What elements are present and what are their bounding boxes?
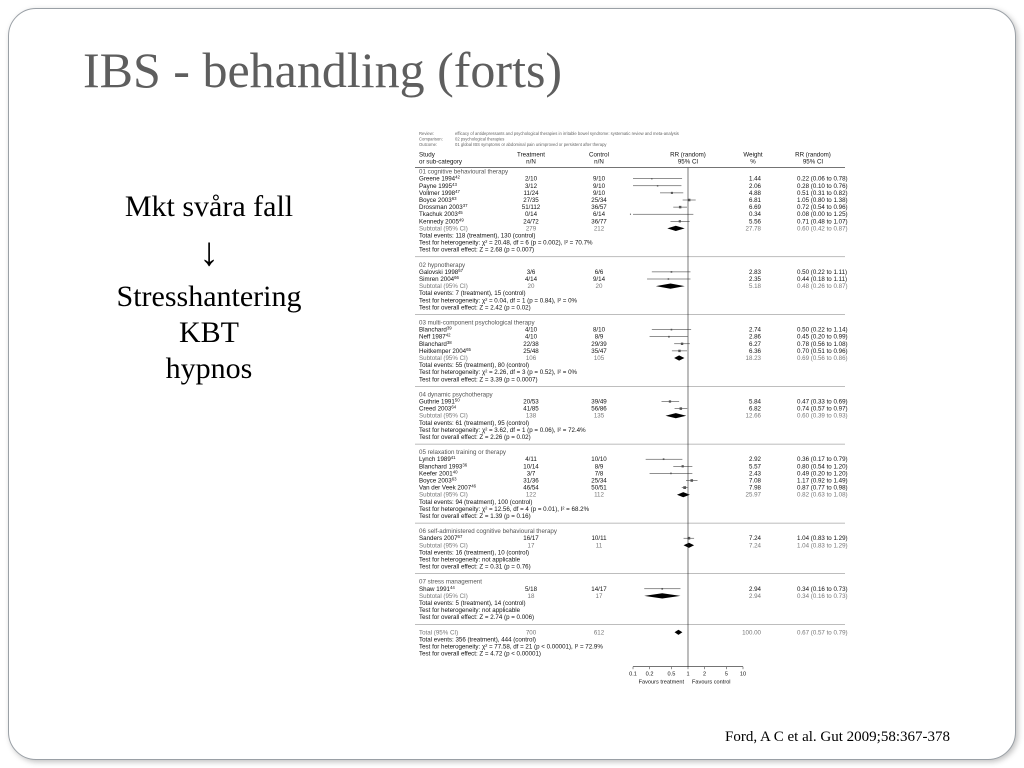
- control-value: 8/9: [594, 333, 604, 341]
- subgroup-note: Test for overall effect: Z = 0.31 (p = 0.76): [419, 563, 531, 571]
- subgroup-note: Test for overall effect: Z = 2.68 (p = 0.007): [419, 246, 535, 254]
- study-name: Shaw 1991$^{44}$: [419, 584, 455, 593]
- column-heading: RR (random): [795, 151, 831, 159]
- control-value: 10/10: [591, 456, 607, 464]
- treatment-value: 138: [525, 412, 537, 420]
- treatment-value: 27/35: [523, 197, 539, 204]
- subgroup-note: Total events: 55 (treatment), 80 (control): [419, 362, 530, 370]
- page-title: IBS - behandling (forts): [83, 42, 563, 98]
- study-name: Payne 1995$^{43}$: [419, 181, 457, 190]
- column-heading: Treatment: [517, 151, 545, 159]
- weight-value: 2.35: [748, 276, 761, 283]
- rr-ci-value: 0.08 (0.00 to 1.25): [797, 211, 848, 219]
- study-name: Neff 1987$^{42}$: [419, 332, 451, 341]
- subtotal-label: Subtotal (95% CI): [419, 225, 468, 233]
- control-value: 8/9: [594, 463, 604, 471]
- treatment-value: 106: [525, 355, 537, 362]
- weight-value: 18.23: [745, 355, 761, 362]
- list-item: Stresshantering: [116, 280, 302, 313]
- subgroup-heading: 06 self-administered cognitive behavioural therapy: [419, 528, 557, 536]
- control-value: 14/17: [591, 585, 607, 593]
- treatment-value: 20: [527, 283, 535, 291]
- header-label: Outcome:: [419, 142, 438, 147]
- treatment-value: 18: [527, 592, 535, 600]
- control-value: 10/11: [591, 535, 607, 543]
- study-point: [657, 185, 658, 186]
- subgroup-heading: 07 stress management: [419, 578, 482, 586]
- treatment-value: 25/48: [523, 347, 539, 355]
- control-value: 9/14: [592, 276, 606, 283]
- rr-ci-value: 0.72 (0.54 to 0.96): [797, 204, 848, 212]
- treatment-value: 4/11: [525, 456, 537, 464]
- treatment-value: 17: [527, 542, 535, 550]
- treatment-value: 4/14: [524, 276, 538, 283]
- column-heading: n/N: [594, 158, 604, 166]
- weight-value: 6.36: [748, 347, 761, 355]
- subgroup-note: Total events: 5 (treatment), 14 (control): [419, 600, 526, 607]
- x-tick-label: 0.1: [629, 671, 637, 678]
- study-name: Tkachuk 2003$^{45}$: [419, 210, 463, 219]
- study-point: [668, 278, 670, 280]
- treatment-list: [79, 189, 339, 387]
- control-value: 9/10: [592, 189, 606, 197]
- subgroup-note: Test for heterogeneity: χ² = 12.56, df = 4 (p = 0.01), I² = 68.2%: [419, 505, 590, 513]
- treatment-value: 4/10: [524, 326, 538, 334]
- column-heading: Control: [589, 151, 609, 159]
- weight-value: 5.18: [748, 283, 761, 291]
- treatment-value: 10/14: [523, 463, 539, 471]
- rr-ci-value: 1.04 (0.83 to 1.29): [797, 542, 848, 550]
- rr-ci-value: 0.80 (0.54 to 1.20): [797, 463, 848, 471]
- weight-value: 0.34: [748, 211, 761, 219]
- rr-ci-value: 0.34 (0.16 to 0.73): [797, 592, 848, 600]
- weight-value: 27.78: [745, 225, 761, 233]
- list-item-severe-cases: Mkt svåra fall: [124, 190, 294, 223]
- study-name: Lynch 1989$^{41}$: [419, 455, 456, 464]
- study-name: Blanchard$^{39}$: [419, 325, 452, 334]
- subgroup-heading: 01 cognitive behavioural therapy: [419, 168, 509, 176]
- weight-value: 7.98: [748, 484, 761, 492]
- rr-ci-value: 0.22 (0.06 to 0.78): [797, 175, 848, 183]
- weight-value: 2.74: [748, 326, 761, 334]
- study-point: [630, 214, 631, 215]
- subgroup-note: Total events: 16 (treatment), 10 (control): [419, 549, 530, 557]
- header-value: 02 psychological therapies: [455, 136, 505, 142]
- control-value: 105: [593, 355, 605, 362]
- study-name: Galovski 1998$^{57}$: [419, 267, 464, 276]
- study-name: Guthrie 1991$^{50}$: [419, 397, 460, 406]
- treatment-value: 3/12: [524, 182, 538, 190]
- rr-ci-value: 0.50 (0.22 to 1.11): [797, 268, 848, 276]
- control-value: 50/51: [591, 484, 607, 492]
- rr-ci-value: 0.70 (0.51 to 0.96): [797, 347, 848, 355]
- pooled-diamond: [656, 284, 685, 289]
- weight-value: 5.56: [748, 218, 761, 226]
- study-name: Sanders 2007$^{67}$: [419, 534, 463, 543]
- rr-ci-value: 0.82 (0.63 to 1.08): [797, 491, 848, 499]
- treatment-value: 3/6: [526, 268, 536, 276]
- study-point: [690, 479, 693, 482]
- study-name: Creed 2003$^{64}$: [419, 404, 457, 413]
- study-point: [682, 465, 684, 467]
- treatment-value: 5/18: [524, 585, 538, 593]
- column-heading: 95% CI: [677, 158, 699, 166]
- study-name: Drossman 2003$^{37}$: [419, 203, 468, 212]
- subgroup-heading: 05 relaxation training or therapy: [419, 449, 507, 457]
- weight-value: 7.24: [748, 535, 761, 543]
- rr-ci-value: 0.51 (0.31 to 0.82): [797, 189, 848, 197]
- study-point: [681, 343, 683, 345]
- subgroup-note: Test for heterogeneity: χ² = 0.04, df = 1 (p = 0.84), I² = 0%: [419, 297, 578, 305]
- subtotal-label: Subtotal (95% CI): [419, 542, 468, 550]
- weight-value: 1.44: [748, 175, 761, 183]
- rr-ci-value: 0.44 (0.18 to 1.11): [797, 276, 848, 283]
- study-point: [679, 220, 681, 222]
- list-item: KBT: [179, 316, 239, 349]
- weight-value: 100.00: [742, 629, 761, 637]
- subtotal-label: Subtotal (95% CI): [419, 491, 468, 499]
- weight-value: 2.94: [748, 592, 761, 600]
- subgroup-note: Total events: 61 (treatment), 95 (control): [419, 419, 530, 427]
- subgroup-heading: 03 multi-component psychological therapy: [419, 319, 535, 327]
- control-value: 6/6: [594, 268, 604, 276]
- rr-ci-value: 0.36 (0.17 to 0.79): [797, 456, 848, 464]
- x-tick-label: 5: [724, 671, 729, 678]
- rr-ci-value: 1.17 (0.92 to 1.49): [797, 477, 848, 485]
- rr-ci-value: 0.60 (0.42 to 0.87): [797, 225, 848, 233]
- study-name: Vollmer 1998$^{47}$: [419, 188, 460, 197]
- control-value: 112: [594, 491, 604, 499]
- study-name: Boyce 2003$^{63}$: [419, 476, 457, 485]
- weight-value: 2.83: [748, 268, 761, 276]
- treatment-value: 700: [525, 629, 537, 637]
- study-point: [663, 458, 665, 460]
- weight-value: 7.24: [748, 542, 761, 550]
- treatment-value: 22/38: [523, 340, 539, 348]
- subgroup-heading: 04 dynamic psychotherapy: [419, 391, 493, 399]
- weight-value: 4.88: [748, 189, 761, 197]
- subgroup-note: Total events: 7 (treatment), 15 (control): [419, 290, 526, 298]
- rr-ci-value: 0.87 (0.77 to 0.98): [797, 484, 848, 492]
- weight-value: 5.84: [748, 398, 761, 406]
- rr-ci-value: 0.71 (0.48 to 1.07): [797, 218, 848, 226]
- study-point: [668, 336, 670, 338]
- study-name: Van der Veek 2007$^{46}$: [419, 483, 477, 492]
- subgroup-note: Test for heterogeneity: χ² = 3.62, df = 1 (p = 0.06), I² = 72.4%: [419, 426, 586, 434]
- subtotal-label: Subtotal (95% CI): [419, 412, 468, 420]
- weight-value: 2.06: [748, 182, 761, 190]
- treatment-value: 4/10: [524, 333, 538, 341]
- control-value: 9/10: [592, 175, 606, 183]
- control-value: 35/47: [591, 347, 607, 355]
- slide-frame: [8, 8, 1016, 760]
- favours-treatment-label: Favours treatment: [638, 679, 684, 686]
- pooled-diamond: [675, 630, 683, 635]
- control-value: 8/10: [592, 326, 606, 334]
- rr-ci-value: 0.69 (0.56 to 0.86): [797, 355, 848, 362]
- pooled-diamond: [644, 593, 680, 598]
- treatment-value: 2/10: [524, 175, 538, 183]
- study-point: [679, 206, 681, 208]
- control-value: 11: [595, 542, 603, 550]
- control-value: 36/57: [591, 204, 607, 212]
- favours-control-label: Favours control: [692, 679, 731, 686]
- subgroup-note: Total events: 118 (treatment), 130 (control): [419, 232, 536, 240]
- pooled-diamond: [666, 413, 687, 418]
- weight-value: 2.43: [748, 470, 761, 478]
- column-heading: Study: [419, 151, 435, 159]
- rr-ci-value: 0.74 (0.57 to 0.97): [797, 405, 848, 413]
- rr-ci-value: 1.05 (0.80 to 1.38): [797, 197, 848, 204]
- subgroup-note: Test for heterogeneity: not applicable: [419, 556, 521, 564]
- weight-value: 12.66: [745, 412, 761, 420]
- rr-ci-value: 0.67 (0.57 to 0.79): [797, 629, 848, 637]
- study-point: [678, 350, 680, 352]
- pooled-diamond: [684, 543, 695, 548]
- control-value: 20: [595, 283, 603, 291]
- column-heading: 95% CI: [802, 158, 824, 166]
- treatment-value: 11/24: [523, 189, 539, 197]
- total-note: Total events: 356 (treatment), 444 (control): [419, 636, 536, 644]
- control-value: 29/39: [591, 340, 607, 348]
- study-name: Simren 2004$^{66}$: [419, 275, 459, 283]
- treatment-value: 16/17: [523, 535, 539, 543]
- rr-ci-value: 0.50 (0.22 to 1.14): [797, 326, 848, 334]
- header-label: Review:: [419, 131, 434, 136]
- treatment-value: 24/72: [523, 218, 539, 226]
- weight-value: 2.94: [748, 585, 761, 593]
- subgroup-note: Test for heterogeneity: not applicable: [419, 607, 521, 615]
- rr-ci-value: 0.60 (0.39 to 0.93): [797, 412, 848, 420]
- down-arrow-icon: ↓: [199, 229, 219, 274]
- control-value: 612: [593, 629, 605, 637]
- x-tick-label: 1: [686, 671, 690, 678]
- subgroup-note: Test for overall effect: Z = 2.26 (p = 0.02): [419, 434, 531, 441]
- study-name: Boyce 2003$^{63}$: [419, 196, 457, 204]
- study-name: Heitkemper 2004$^{65}$: [419, 346, 471, 355]
- study-point: [680, 407, 683, 410]
- treatment-value: 41/85: [523, 405, 539, 413]
- treatment-value: 31/36: [523, 477, 539, 485]
- forest-plot: [413, 127, 853, 695]
- control-value: 9/10: [592, 182, 606, 190]
- rr-ci-value: 0.45 (0.20 to 0.99): [797, 333, 848, 341]
- column-heading: Weight: [743, 151, 763, 159]
- treatment-value: 279: [525, 225, 537, 233]
- control-value: 25/34: [591, 477, 607, 485]
- treatment-value: 122: [525, 491, 537, 499]
- subgroup-note: Test for overall effect: Z = 3.39 (p = 0.0007): [419, 376, 538, 384]
- column-heading: n/N: [526, 158, 536, 166]
- subtotal-label: Total (95% CI): [419, 629, 459, 637]
- weight-value: 5.57: [748, 463, 761, 471]
- study-name: Kennedy 2005$^{49}$: [419, 217, 464, 226]
- control-value: 56/86: [591, 405, 607, 413]
- forest-plot-figure: [413, 127, 853, 700]
- control-value: 7/8: [594, 470, 604, 478]
- weight-value: 6.69: [748, 204, 761, 212]
- rr-ci-value: 0.34 (0.16 to 0.73): [797, 585, 848, 593]
- control-value: 25/34: [591, 197, 607, 204]
- weight-value: 25.97: [745, 491, 761, 499]
- column-heading: or sub-category: [419, 158, 462, 166]
- study-point: [651, 178, 652, 179]
- weight-value: 6.82: [748, 405, 761, 413]
- study-point: [683, 486, 686, 489]
- study-point: [671, 329, 673, 331]
- control-value: 39/49: [591, 398, 607, 406]
- treatment-value: 20/53: [523, 398, 539, 406]
- study-name: Greene 1994$^{42}$: [419, 174, 460, 183]
- study-point: [671, 192, 673, 194]
- subgroup-note: Test for overall effect: Z = 2.42 (p = 0.02): [419, 304, 531, 312]
- list-item: hypnos: [165, 352, 253, 385]
- weight-value: 2.92: [748, 456, 761, 464]
- subgroup-heading: 02 hypnotherapy: [419, 261, 466, 269]
- total-note: Test for overall effect: Z = 4.72 (p < 0.00001): [419, 650, 541, 658]
- control-value: 17: [595, 592, 603, 600]
- header-value: 01 global IBS symptoms or abdominal pain unimproved or persistent after therapy: [455, 142, 607, 147]
- column-heading: RR (random): [670, 151, 706, 159]
- treatment-value: 51/112: [521, 204, 541, 212]
- study-point: [671, 271, 673, 273]
- pooled-diamond: [667, 226, 684, 231]
- study-name: Blanchard 1993$^{36}$: [419, 462, 468, 471]
- citation: Ford, A C et al. Gut 2009;58:367-378: [725, 729, 950, 745]
- rr-ci-value: 0.48 (0.26 to 0.87): [797, 283, 848, 291]
- weight-value: 7.08: [748, 477, 761, 485]
- subgroup-note: Test for heterogeneity: χ² = 2.26, df = 3 (p = 0.52), I² = 0%: [419, 369, 578, 377]
- total-note: Test for heterogeneity: χ² = 77.58, df = 21 (p < 0.00001), I² = 72.9%: [419, 643, 603, 651]
- subtotal-label: Subtotal (95% CI): [419, 592, 468, 600]
- x-tick-label: 2: [702, 671, 707, 678]
- study-name: Keefer 2001$^{40}$: [419, 469, 458, 478]
- study-name: Blanchard$^{38}$: [419, 339, 452, 348]
- study-point: [670, 473, 672, 475]
- subtotal-label: Subtotal (95% CI): [419, 355, 468, 362]
- study-point: [669, 400, 671, 402]
- weight-value: 6.81: [748, 197, 761, 204]
- x-tick-label: 0.2: [645, 671, 654, 678]
- rr-ci-value: 0.49 (0.20 to 1.20): [797, 470, 848, 478]
- weight-value: 2.86: [748, 333, 761, 341]
- pooled-diamond: [674, 355, 684, 360]
- x-tick-label: 10: [739, 671, 747, 678]
- treatment-value: 0/14: [524, 211, 538, 219]
- subgroup-note: Test for overall effect: Z = 2.74 (p = 0.006): [419, 614, 535, 622]
- control-value: 36/77: [591, 218, 607, 226]
- study-point: [661, 588, 663, 590]
- treatment-value: 3/7: [526, 470, 536, 478]
- treatment-value: 46/54: [523, 484, 539, 492]
- rr-ci-value: 0.47 (0.33 to 0.69): [797, 398, 848, 406]
- subtotal-label: Subtotal (95% CI): [419, 283, 468, 291]
- subgroup-note: Total events: 94 (treatment), 100 (control): [419, 498, 533, 506]
- control-value: 135: [593, 412, 605, 420]
- weight-value: 6.27: [748, 340, 761, 348]
- rr-ci-value: 0.28 (0.10 to 0.76): [797, 182, 848, 190]
- header-label: Comparison:: [419, 136, 443, 142]
- control-value: 6/14: [592, 211, 606, 219]
- subgroup-note: Test for overall effect: Z = 1.39 (p = 0.16): [419, 513, 531, 520]
- x-tick-label: 0.5: [667, 671, 676, 678]
- header-value: efficacy of antidepressants and psychological therapies in irritable bowel syndrome: systematic review and meta-analysis: [455, 131, 679, 136]
- control-value: 212: [593, 225, 605, 233]
- rr-ci-value: 1.04 (0.83 to 1.29): [797, 535, 848, 543]
- column-heading: %: [750, 158, 756, 166]
- subgroup-note: Test for heterogeneity: χ² = 20.48, df = 6 (p = 0.002), I² = 70.7%: [419, 239, 593, 247]
- rr-ci-value: 0.78 (0.56 to 1.08): [797, 340, 848, 348]
